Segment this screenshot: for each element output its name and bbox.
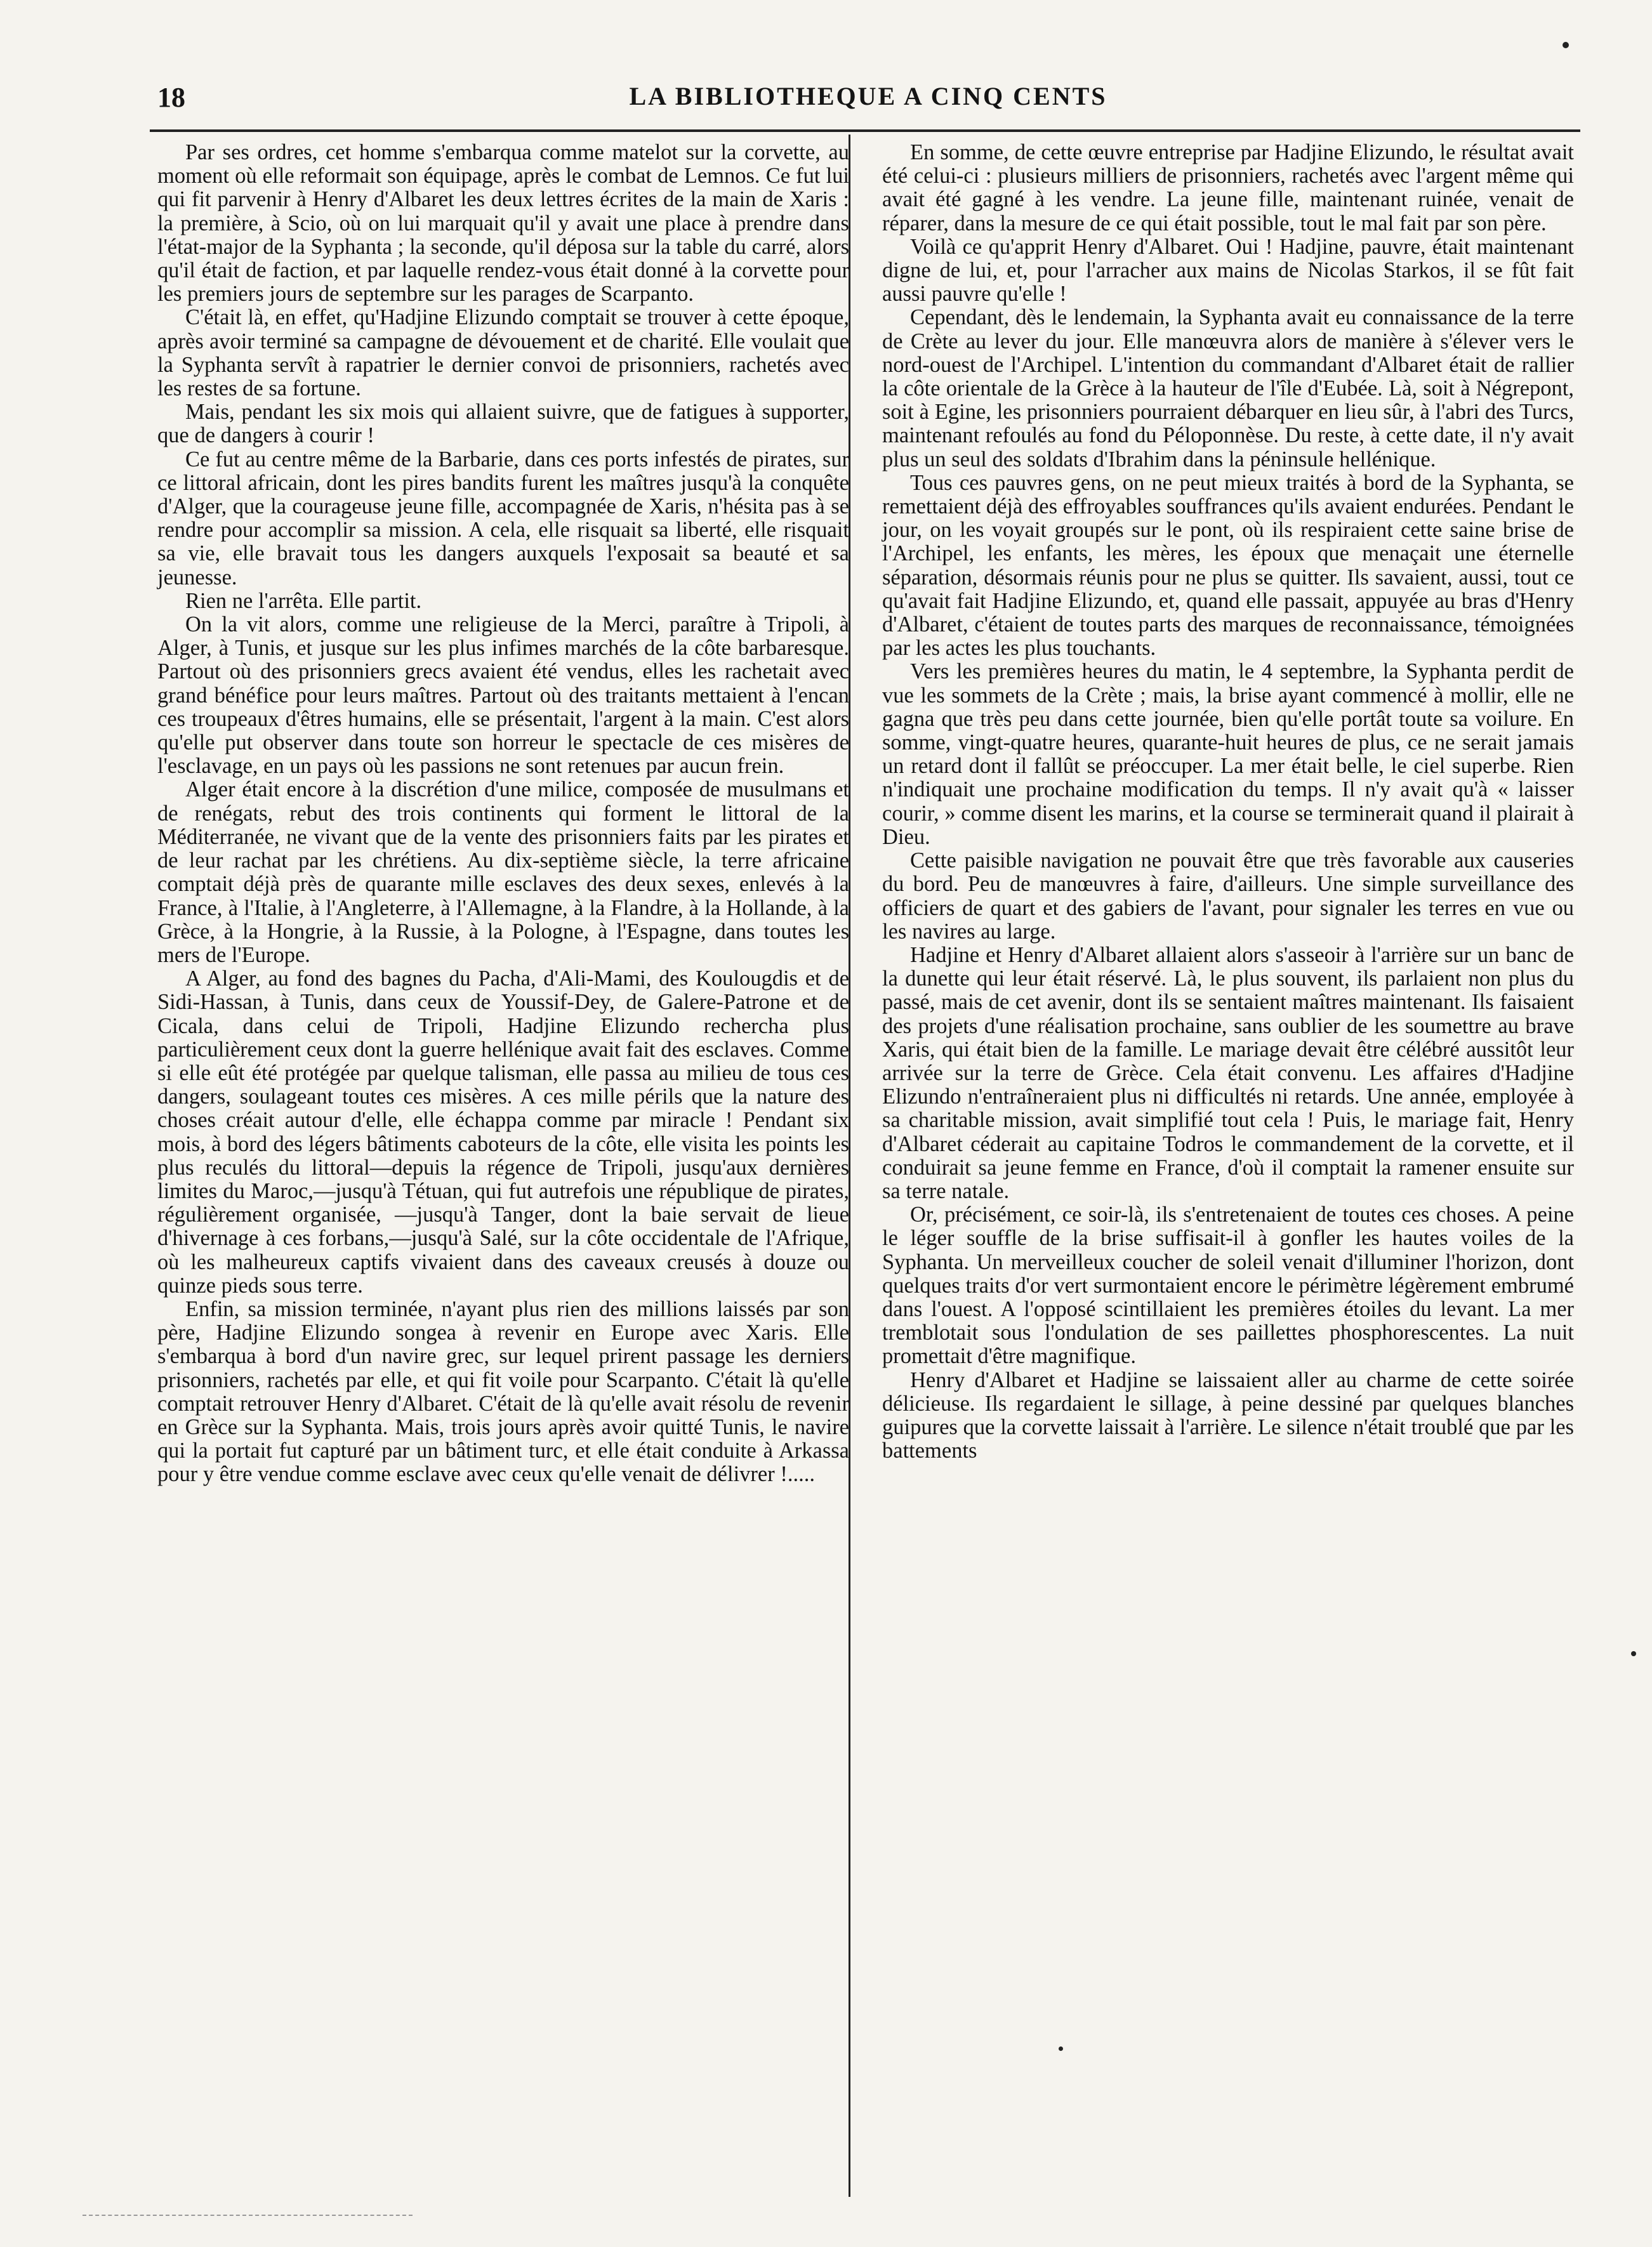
paragraph: Mais, pendant les six mois qui allaient suivre, que de fatigues à supporter, que de dangers à courir !: [157, 400, 849, 448]
paragraph: En somme, de cette œuvre entreprise par Hadjine Elizundo, le résultat avait été celui-ci : plusieurs milliers de prisonniers, rachetés avec l'argent même qui avait été gagné à les vendre. La jeune fille, maintenant ruinée, venait de réparer, dans la mesure de ce qui était possible, tout le mal fait par son père.: [882, 140, 1574, 235]
ink-speck: [1631, 1651, 1636, 1656]
page-number: 18: [157, 82, 185, 113]
print-artifact: [83, 2215, 413, 2222]
paragraph: Alger était encore à la discrétion d'une milice, composée de musulmans et de renégats, rebut des trois continents qui forment le littoral de la Méditerranée, ne vivant que de la vente des prisonniers faits par les pirates et de leur rachat par les chrétiens. Au dix-septième siècle, la terre africaine comptait déjà près de quarante mille esclaves des deux sexes, enlevés à la France, à l'Italie, à l'Angleterre, à l'Allemagne, à la Flandre, à la Hollande, à la Grèce, à la Hongrie, à la Russie, à la Pologne, à l'Espagne, dans toutes les mers de l'Europe.: [157, 777, 849, 967]
header-rule: [150, 129, 1580, 132]
paragraph: Henry d'Albaret et Hadjine se laissaient aller au charme de cette soirée délicieuse. Ils regardaient le sillage, à peine dessiné par quelques blanches guipures que la corvette laissait à l'arrière. Le silence n'était troublé que par les battements: [882, 1367, 1574, 1463]
left-column: [157, 141, 849, 1487]
paragraph: Par ses ordres, cet homme s'embarqua comme matelot sur la corvette, au moment où elle reformait son équipage, après le combat de Lemnos. Ce fut lui qui fit parvenir à Henry d'Albaret les deux lettres écrites de la main de Xaris : la première, à Scio, où on lui marquait qu'il y avait une place à prendre dans l'état-major de la Syphanta ; la seconde, qu'il déposa sur la table du carré, alors qu'il était de faction, et par laquelle rendez-vous était donné à la corvette pour les premiers jours de septembre sur les parages de Scarpanto.: [157, 140, 849, 306]
paragraph: Vers les premières heures du matin, le 4 septembre, la Syphanta perdit de vue les sommets de la Crète ; mais, la brise ayant commencé à mollir, elle ne gagna que très peu dans cette journée, bien qu'elle portât toute sa voilure. En somme, vingt-quatre heures, quarante-huit heures de plus, ce ne serait jamais un retard dont il fallût se préoccuper. La mer était belle, le ciel superbe. Rien n'indiquait une prochaine modification du temps. Il n'y avait qu'à « laisser courir, » comme disent les marins, et la course se terminerait quand il plairait à Dieu.: [882, 659, 1574, 849]
paragraph: Hadjine et Henry d'Albaret allaient alors s'asseoir à l'arrière sur un banc de la dunette qui leur était réservé. Là, le plus souvent, ils parlaient non plus du passé, mais de cet avenir, dont ils se sentaient maîtres maintenant. Ils faisaient des projets d'une réalisation prochaine, sans oublier de les soumettre au brave Xaris, qui était bien de la famille. Le mariage devait être célébré aussitôt leur arrivée sur la terre de Grèce. Cela était convenu. Les affaires d'Hadjine Elizundo n'entraîneraient plus ni difficultés ni retards. Une année, employée à sa charitable mission, avait simplifié tout cela ! Puis, le mariage fait, Henry d'Albaret céderait au capitaine Todros le commandement de la corvette, et il conduirait sa jeune femme en France, d'où il comptait la ramener ensuite sur sa terre natale.: [882, 942, 1574, 1203]
paragraph: Tous ces pauvres gens, on ne peut mieux traités à bord de la Syphanta, se remettaient déjà des effroyables souffrances qu'ils avaient endurées. Pendant le jour, on les voyait groupés sur le pont, où ils respiraient cette saine brise de l'Archipel, les enfants, les mères, les époux que menaçait une éternelle séparation, désormais réunis pour ne plus se quitter. Ils savaient, aussi, tout ce qu'avait fait Hadjine Elizundo, et, quand elle passait, appuyée au bras d'Henry d'Albaret, c'étaient de toutes parts des marques de reconnaissance, témoignées par les actes les plus touchants.: [882, 470, 1574, 661]
paragraph: Cependant, dès le lendemain, la Syphanta avait eu connaissance de la terre de Crète au lever du jour. Elle manœuvra alors de manière à s'élever vers le nord-ouest de l'Archipel. L'intention du commandant d'Albaret était de rallier la côte orientale de la Grèce à la hauteur de l'île d'Eubée. Là, soit à Négrepont, soit à Egine, les prisonniers pourraient débarquer en lieu sûr, à l'abri des Turcs, maintenant refoulés au fond du Péloponnèse. Du reste, à cette date, il n'y avait plus un seul des soldats d'Ibrahim dans la péninsule hellénique.: [882, 305, 1574, 471]
paragraph: Enfin, sa mission terminée, n'ayant plus rien des millions laissés par son père, Hadjine Elizundo songea à revenir en Europe avec Xaris. Elle s'embarqua à bord d'un navire grec, sur lequel prirent passage les derniers prisonniers, rachetés par elle, et qui fit voile pour Scarpanto. C'était là qu'elle comptait retrouver Henry d'Albaret. C'était de là qu'elle avait résolu de revenir en Grèce sur la Syphanta. Mais, trois jours après avoir quitté Tunis, le navire qui la portait fut capturé par un bâtiment turc, et elle était conduite à Arkassa pour y être vendue comme esclave avec ceux qu'elle venait de délivrer !.....: [157, 1296, 849, 1487]
paragraph: Rien ne l'arrêta. Elle partit.: [185, 588, 422, 613]
right-column: [882, 141, 1574, 1463]
running-title: LA BIBLIOTHEQUE A CINQ CENTS: [629, 82, 1107, 110]
paragraph: C'était là, en effet, qu'Hadjine Elizundo comptait se trouver à cette époque, après avoir terminé sa campagne de dévouement et de charité. Elle voulait que la Syphanta servît à rapatrier le dernier convoi de prisonniers, rachetés avec les restes de sa fortune.: [157, 305, 849, 401]
paragraph: Cette paisible navigation ne pouvait être que très favorable aux causeries du bord. Peu de manœuvres à faire, d'ailleurs. Une simple surveillance des officiers de quart et des gabiers de l'avant, pour signaler les terres en vue ou les navires au large.: [882, 848, 1574, 944]
ink-speck: [1059, 2046, 1063, 2051]
paragraph: A Alger, au fond des bagnes du Pacha, d'Ali-Mami, des Koulougdis et de Sidi-Hassan, à Tunis, dans ceux de Youssif-Dey, de Galere-Patrone et de Cicala, dans celui de Tripoli, Hadjine Elizundo rechercha plus particulièrement ceux dont la guerre hellénique avait fait des esclaves. Comme si elle eût été protégée par quelque talisman, elle passa au milieu de tous ces dangers, soulageant toutes ces misères. A ces mille périls que la nature des choses créait autour d'elle, elle échappa comme par miracle ! Pendant six mois, à bord des légers bâtiments caboteurs de la côte, elle visita les points les plus reculés du littoral—depuis la régence de Tripoli, jusqu'aux dernières limites du Maroc,—jusqu'à Tétuan, qui fut autrefois une république de pirates, régulièrement organisée, —jusqu'à Tanger, dont la baie servait de lieue d'hivernage à ces forbans,—jusqu'à Salé, sur la côte occidentale de l'Afrique, où les malheureux captifs vivaient dans des caveaux creusés à douze ou quinze pieds sous terre.: [157, 966, 849, 1298]
paragraph: On la vit alors, comme une religieuse de la Merci, paraître à Tripoli, à Alger, à Tunis, et jusque sur les plus infimes marchés de la côte barbaresque. Partout où des prisonniers grecs avaient été vendus, elles les rachetait avec grand bénéfice pour leurs maîtres. Partout où des traitants mettaient à l'encan ces troupeaux d'êtres humains, elle se présentait, l'argent à la main. C'est alors qu'elle put observer dans toute son horreur le spectacle de ces misères de l'esclavage, en un pays où les passions ne sont retenues par aucun frein.: [157, 612, 849, 779]
paragraph: Or, précisément, ce soir-là, ils s'entretenaient de toutes ces choses. A peine le léger souffle de la brise suffisait-il à gonfler les hautes voiles de la Syphanta. Un merveilleux coucher de soleil venait d'illuminer l'horizon, dont quelques traits d'or vert surmontaient encore le périmètre légèrement embrumé dans l'ouest. A l'opposé scintillaient les premières étoiles du levant. La mer tremblotait sous l'ondulation de ses paillettes phosphorescentes. La nuit promettait d'être magnifique.: [882, 1203, 1574, 1369]
paragraph: Ce fut au centre même de la Barbarie, dans ces ports infestés de pirates, sur ce littoral africain, dont les pires bandits furent les maîtres jusqu'à la conquête d'Alger, que la courageuse jeune fille, accompagnée de Xaris, n'hésita pas à se rendre pour accomplir sa mission. A cela, elle risquait sa liberté, elle risquait sa vie, elle bravait tous les dangers auxquels l'exposait sa beauté et sa jeunesse.: [157, 447, 849, 590]
page-header: [157, 81, 1579, 119]
ink-speck: [1563, 42, 1569, 48]
paragraph: Voilà ce qu'apprit Henry d'Albaret. Oui ! Hadjine, pauvre, était maintenant digne de lui, et, pour l'arracher aux mains de Nicolas Starkos, il se fût fait aussi pauvre qu'elle !: [882, 234, 1574, 306]
